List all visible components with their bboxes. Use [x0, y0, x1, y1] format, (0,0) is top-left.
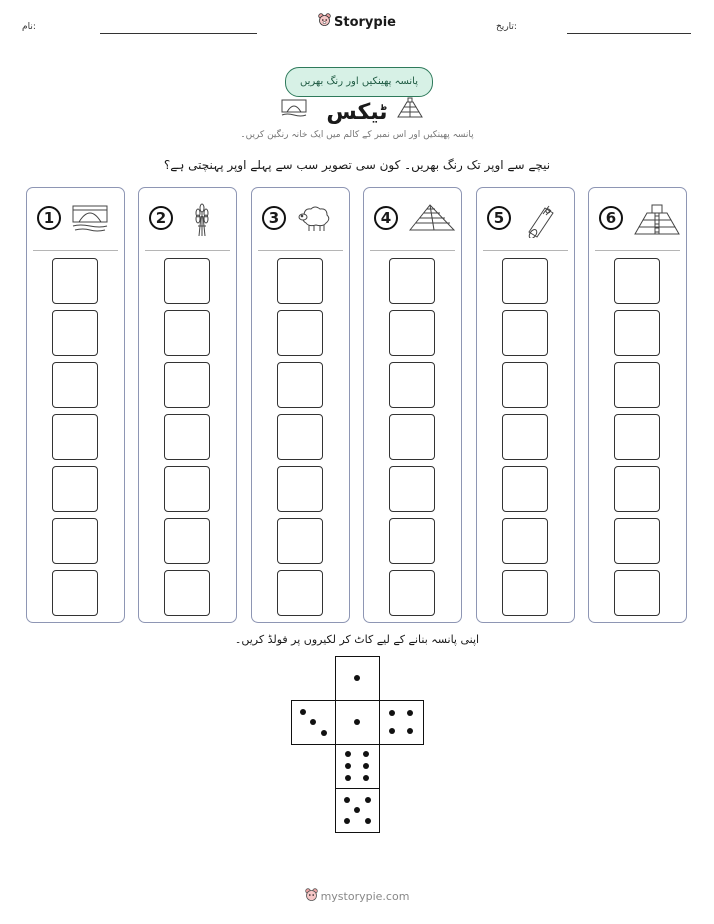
- color-box: [52, 570, 98, 616]
- dice-face: [335, 656, 380, 701]
- color-box: [502, 466, 548, 512]
- column-number: 4: [374, 206, 398, 230]
- dice-pip: [300, 709, 306, 715]
- color-box: [52, 518, 98, 564]
- name-line: [100, 33, 257, 34]
- dice-pip: [363, 751, 369, 757]
- color-box: [164, 362, 210, 408]
- pyramid-icon: [408, 202, 456, 238]
- column-2: [138, 187, 237, 623]
- column-divider: [370, 250, 455, 251]
- dice-pip: [310, 719, 316, 725]
- step-pyramid-icon: [633, 202, 681, 240]
- instruction-pill: پانسہ پھینکیں اور رنگ بھریں: [285, 67, 433, 97]
- color-box: [164, 258, 210, 304]
- name-label: نام:: [22, 22, 36, 32]
- color-box: [164, 310, 210, 356]
- color-box: [52, 362, 98, 408]
- fold-instruction: اپنی پانسہ بنانے کے لیے کاٹ کر لکیروں پر فولڈ کریں۔: [234, 633, 480, 646]
- dice-pip: [389, 728, 395, 734]
- dice-pip: [365, 818, 371, 824]
- dice-pip: [407, 710, 413, 716]
- color-box: [389, 258, 435, 304]
- color-box: [614, 466, 660, 512]
- dice-pip: [363, 763, 369, 769]
- color-box: [614, 310, 660, 356]
- color-box: [389, 466, 435, 512]
- brand-text: Storypie: [334, 15, 396, 30]
- color-box: [614, 362, 660, 408]
- column-divider: [595, 250, 680, 251]
- dice-face: [335, 788, 380, 833]
- color-box: [614, 570, 660, 616]
- color-box: [502, 258, 548, 304]
- color-box: [164, 518, 210, 564]
- color-box: [52, 258, 98, 304]
- column-divider: [33, 250, 118, 251]
- column-number: 6: [599, 206, 623, 230]
- color-box: [164, 466, 210, 512]
- column-6: [588, 187, 687, 623]
- column-3: [251, 187, 350, 623]
- color-box: [614, 414, 660, 460]
- footer: [0, 888, 714, 906]
- color-box: [502, 362, 548, 408]
- date-line: [567, 33, 691, 34]
- color-box: [502, 414, 548, 460]
- dice-pip: [365, 797, 371, 803]
- column-divider: [145, 250, 230, 251]
- color-box: [277, 518, 323, 564]
- dice-pip: [345, 775, 351, 781]
- page-title: ٹیکس: [326, 100, 388, 125]
- bear-footer-icon: [305, 888, 318, 906]
- date-label: تاریخ:: [496, 22, 517, 32]
- sheep-icon: [296, 202, 334, 238]
- color-box: [277, 362, 323, 408]
- color-box: [52, 466, 98, 512]
- brand-logo: [0, 13, 714, 32]
- color-box: [502, 518, 548, 564]
- column-1: [26, 187, 125, 623]
- color-box: [277, 414, 323, 460]
- color-box: [614, 518, 660, 564]
- wheat-icon: [183, 202, 221, 242]
- dice-pip: [389, 710, 395, 716]
- color-box: [502, 570, 548, 616]
- dice-pip: [344, 818, 350, 824]
- column-number: 3: [262, 206, 286, 230]
- column-number: 5: [487, 206, 511, 230]
- column-number: 1: [37, 206, 61, 230]
- column-number: 2: [149, 206, 173, 230]
- step-pyramid-title-icon: [397, 96, 423, 122]
- color-box: [389, 518, 435, 564]
- column-divider: [483, 250, 568, 251]
- color-box: [277, 310, 323, 356]
- dice-pip: [354, 807, 360, 813]
- dice-face: [335, 744, 380, 789]
- column-5: [476, 187, 575, 623]
- dice-pip: [345, 763, 351, 769]
- color-box: [52, 414, 98, 460]
- color-box: [277, 570, 323, 616]
- color-box: [52, 310, 98, 356]
- dice-pip: [345, 751, 351, 757]
- color-box: [389, 414, 435, 460]
- dice-pip: [354, 675, 360, 681]
- color-box: [389, 570, 435, 616]
- column-divider: [258, 250, 343, 251]
- color-box: [502, 310, 548, 356]
- bear-logo-icon: [318, 13, 331, 32]
- dice-pip: [344, 797, 350, 803]
- color-box: [389, 310, 435, 356]
- dice-pip: [407, 728, 413, 734]
- subtitle: پانسہ پھینکیں اور اس نمبر کے کالم میں ایک خانہ رنگین کریں۔: [240, 130, 474, 140]
- color-box: [164, 414, 210, 460]
- dice-face: [291, 700, 336, 745]
- color-box: [389, 362, 435, 408]
- question: نیچے سے اوپر تک رنگ بھریں۔ کون سی تصویر سب سے پہلے اوپر پہنچتی ہے؟: [163, 158, 551, 172]
- color-box: [164, 570, 210, 616]
- dice-face: [379, 700, 424, 745]
- dice-pip: [354, 719, 360, 725]
- color-box: [614, 258, 660, 304]
- scroll-icon: [521, 202, 559, 242]
- dice-face: [335, 700, 380, 745]
- dice-pip: [321, 730, 327, 736]
- bridge-icon: [71, 202, 109, 236]
- color-box: [277, 466, 323, 512]
- footer-url: mystorypie.com: [320, 890, 410, 903]
- color-box: [277, 258, 323, 304]
- dice-pip: [363, 775, 369, 781]
- column-4: [363, 187, 462, 623]
